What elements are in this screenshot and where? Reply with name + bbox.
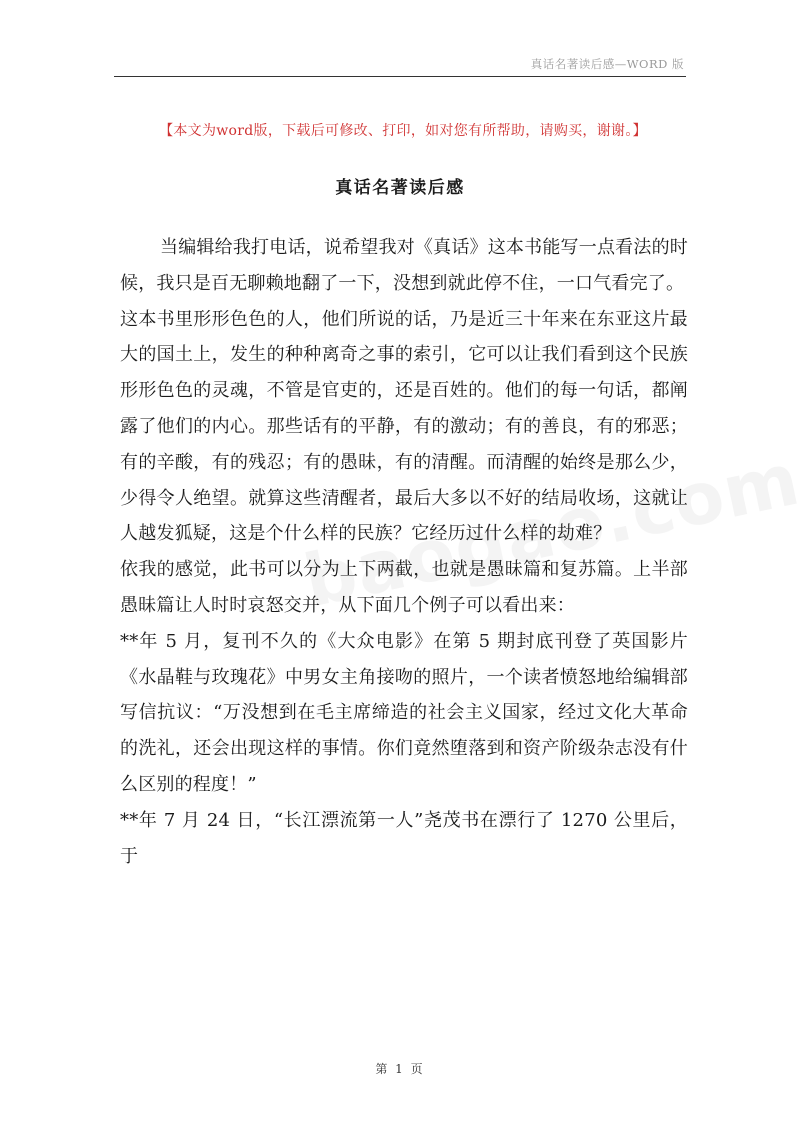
paragraph: **年 5 月，复刊不久的《大众电影》在第 5 期封底刊登了英国影片《水晶鞋与玫瑰花》中男女主角接吻的照片，一个读者愤怒地给编辑部写信抗议：“万没想到在毛主席缔造的社会主义国家，经过文化大革命的洗礼，还会出现这样的事情。你们竟然堕落到和资产阶级杂志没有什么区别的程度！” (120, 630, 688, 795)
document-title: 真话名著读后感 (335, 178, 465, 198)
download-notice: 【本文为word版，下载后可修改、打印，如对您有所帮助，请购买，谢谢。】 (159, 123, 647, 139)
paragraph: 这本书里形形色色的人，他们所说的话，乃是近三十年来在东亚这片最大的国土上，发生的种种离奇之事的索引，它可以让我们看到这个民族形形色色的灵魂，不管是官吏的，还是百姓的。他们的每一句话，都阐露了他们的内心。那些话有的平静，有的激动；有的善良，有的邪恶；有的辛酸，有的残忍；有的愚昧，有的清醒。而清醒的始终是那么少，少得令人绝望。就算这些清醒者，最后大多以不好的结局收场，这就让人越发狐疑，这是个什么样的民族？它经历过什么样的劫难？ (120, 308, 688, 545)
document-body (120, 230, 688, 874)
paragraph: 当编辑给我打电话，说希望我对《真话》这本书能写一点看法的时候，我只是百无聊赖地翻了一下，没想到就此停不住，一口气看完了。 (120, 237, 688, 294)
page-header (114, 52, 686, 77)
header-title: 真话名著读后感—WORD 版 (530, 57, 684, 71)
page-footer: 第 1 页 (375, 1062, 425, 1076)
paragraph: 依我的感觉，此书可以分为上下两截，也就是愚昧篇和复苏篇。上半部愚昧篇让人时时哀怒交并，从下面几个例子可以看出来： (120, 559, 688, 616)
paragraph: **年 7 月 24 日，“长江漂流第一人”尧茂书在漂行了 1270 公里后，于 (120, 809, 688, 867)
